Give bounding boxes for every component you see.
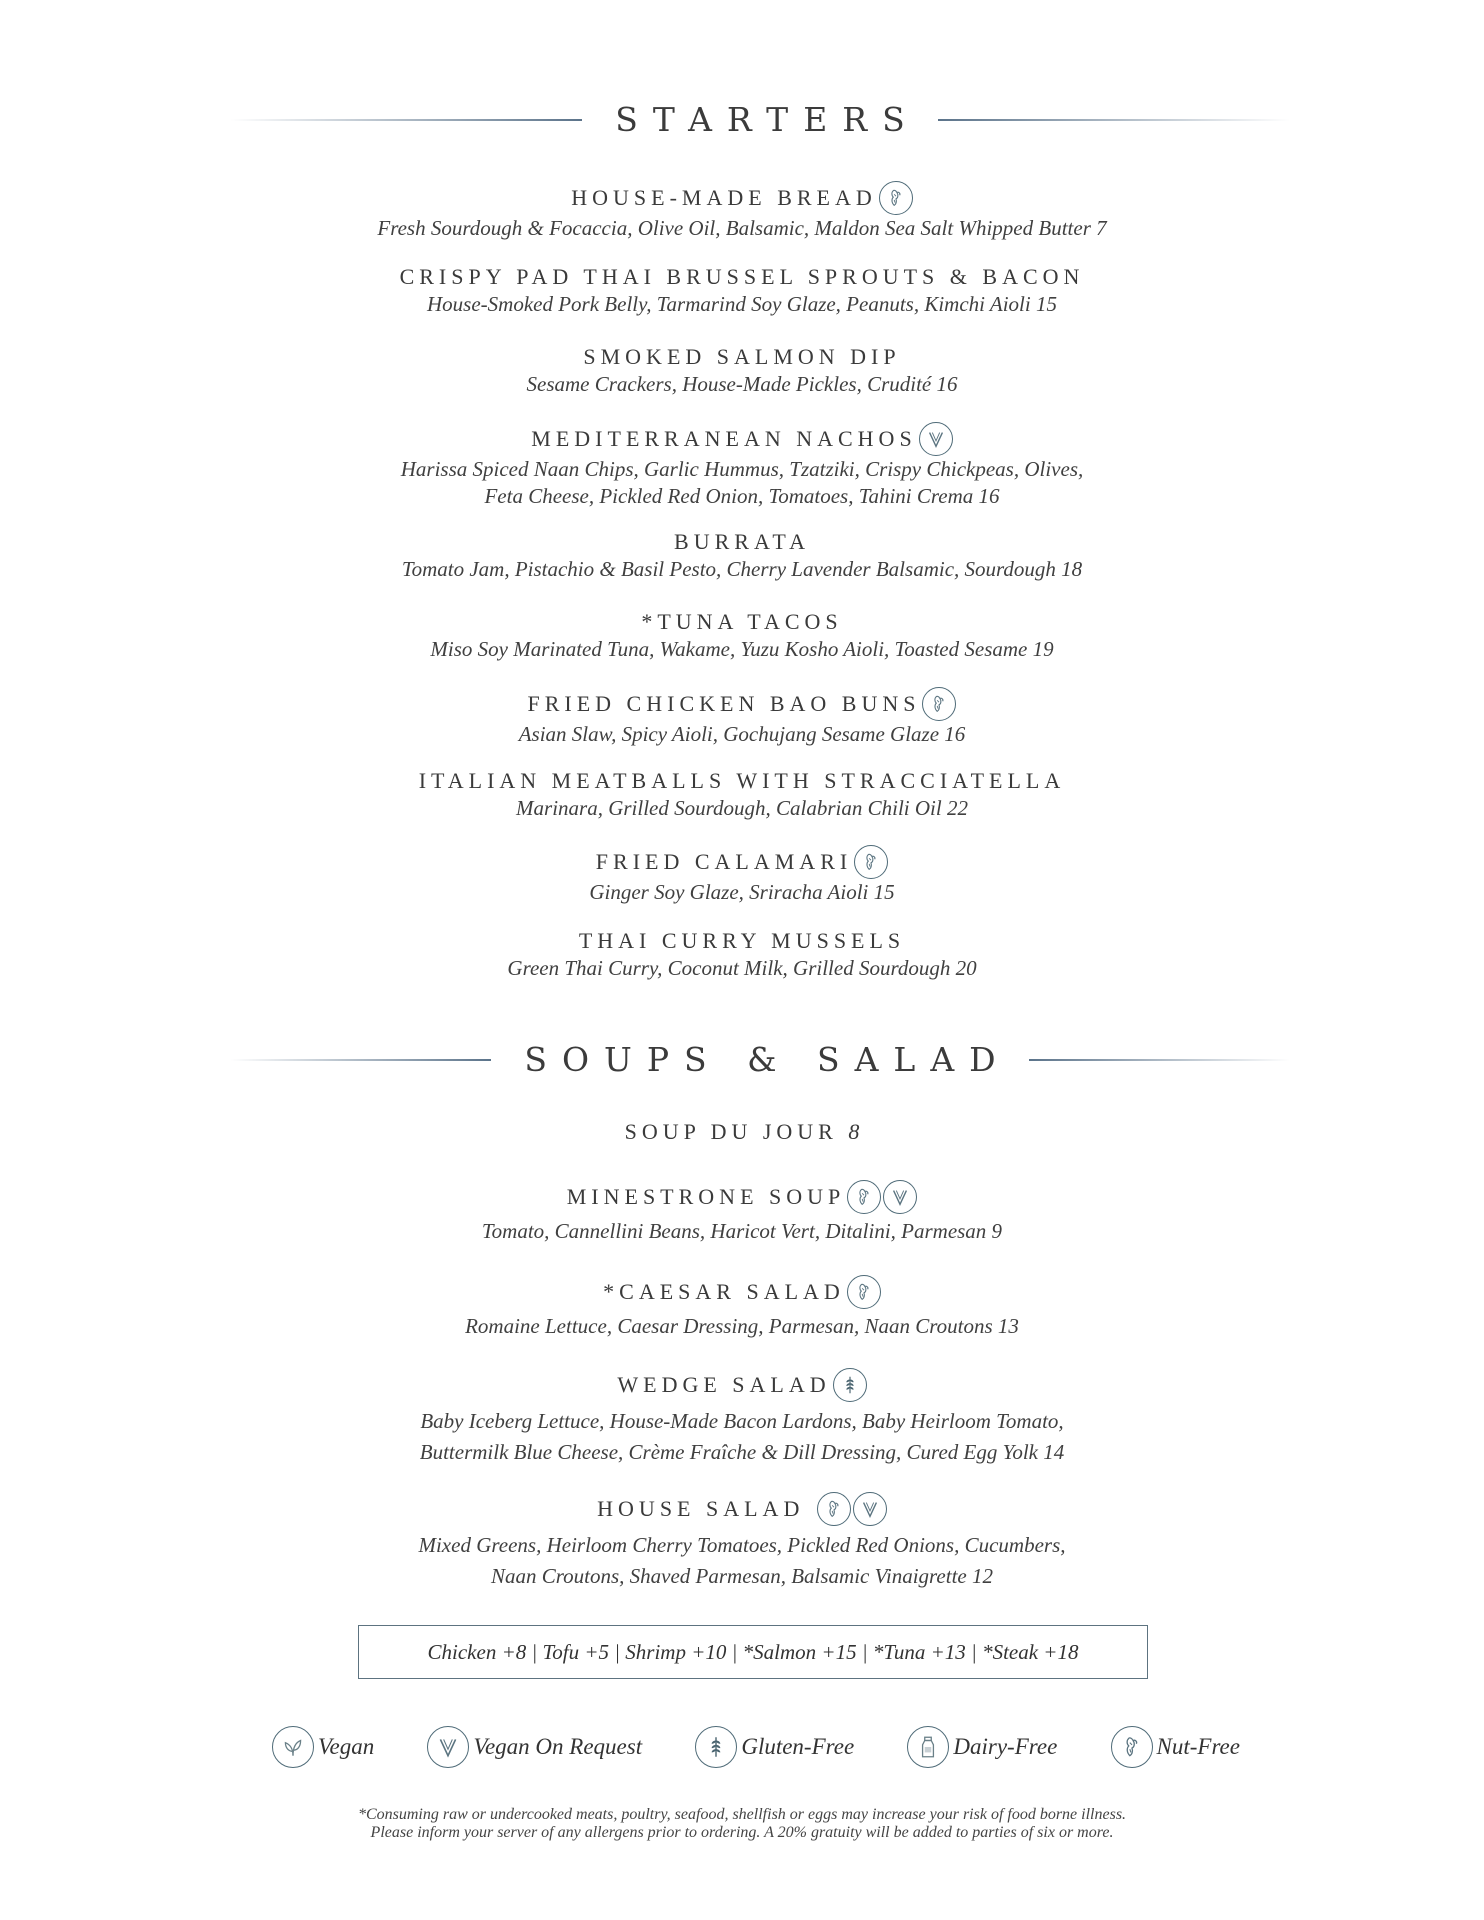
item-name: SOUP DU JOUR — [624, 1119, 838, 1144]
menu-item — [0, 181, 1484, 242]
nut-free-icon — [817, 1492, 851, 1526]
vegan-on-request-icon — [919, 422, 953, 456]
soups-title: SOUPS & SALAD — [524, 1040, 1011, 1079]
starters-title: STARTERS — [615, 100, 920, 139]
legend-label: Dairy-Free — [953, 1734, 1058, 1759]
item-name: THAI CURRY MUSSELS — [578, 928, 906, 953]
item-description: House-Smoked Pork Belly, Tarmarind Soy Glaze, Peanuts, Kimchi Aioli 15 — [427, 292, 1057, 316]
item-description: Asian Slaw, Spicy Aioli, Gochujang Sesame Glaze 16 — [518, 722, 966, 746]
nut-free-icon — [854, 845, 888, 879]
menu-item — [0, 1275, 1484, 1340]
item-price: 8 — [848, 1119, 860, 1144]
menu-item — [0, 687, 1484, 748]
item-description: Mixed Greens, Heirloom Cherry Tomatoes, Pickled Red Onions, Cucumbers, — [418, 1533, 1066, 1557]
item-name: HOUSE SALAD — [597, 1496, 805, 1521]
menu-item — [0, 263, 1484, 318]
disclaimer — [0, 1806, 1484, 1842]
nut-free-icon — [847, 1275, 881, 1309]
header-rule — [230, 119, 582, 121]
item-description: Baby Iceberg Lettuce, House-Made Bacon Lardons, Baby Heirloom Tomato, — [420, 1409, 1064, 1433]
menu-item — [0, 1180, 1484, 1245]
nut-free-icon — [922, 687, 956, 721]
item-name: FRIED CALAMARI — [595, 849, 853, 874]
item-description-line2: Buttermilk Blue Cheese, Crème Fraîche & Dill Dressing, Cured Egg Yolk 14 — [419, 1440, 1065, 1464]
header-rule — [938, 119, 1290, 121]
vegan-on-request-icon — [883, 1180, 917, 1214]
menu-item — [0, 927, 1484, 982]
item-description: Romaine Lettuce, Caesar Dressing, Parmesan, Naan Croutons 13 — [465, 1314, 1019, 1338]
disclaimer-line-1: *Consuming raw or undercooked meats, poultry, seafood, shellfish or eggs may increase your risk of food borne illness. — [357, 1806, 1127, 1823]
legend-item-vegan — [270, 1726, 374, 1768]
menu-item — [0, 528, 1484, 583]
menu-item — [0, 343, 1484, 398]
nut-free-icon — [879, 181, 913, 215]
item-name: *CAESAR SALAD — [603, 1279, 845, 1304]
item-name: CRISPY PAD THAI BRUSSEL SPROUTS & BACON — [399, 264, 1085, 289]
header-rule — [1029, 1059, 1290, 1061]
legend-item-nut-free — [1109, 1726, 1240, 1768]
item-name: ITALIAN MEATBALLS WITH STRACCIATELLA — [418, 768, 1066, 793]
nut-free-icon — [1111, 1726, 1153, 1768]
legend-item-dairy-free — [905, 1726, 1057, 1768]
item-name: FRIED CHICKEN BAO BUNS — [527, 691, 921, 716]
dairy-free-icon — [907, 1726, 949, 1768]
item-description: Tomato, Cannellini Beans, Haricot Vert, Ditalini, Parmesan 9 — [481, 1219, 1003, 1243]
menu-item — [0, 422, 1484, 510]
legend-label: Vegan — [318, 1734, 375, 1759]
vegan-on-request-icon — [427, 1726, 469, 1768]
item-name: BURRATA — [674, 529, 810, 554]
menu-item — [0, 608, 1484, 663]
item-description: Marinara, Grilled Sourdough, Calabrian Chili Oil 22 — [516, 796, 968, 820]
nut-free-icon — [847, 1180, 881, 1214]
addons-text: Chicken +8 | Tofu +5 | Shrimp +10 | *Salmon +15 | *Tuna +13 | *Steak +18 — [427, 1639, 1079, 1664]
header-rule — [230, 1059, 491, 1061]
item-description: Ginger Soy Glaze, Sriracha Aioli 15 — [589, 880, 895, 904]
vegan-on-request-icon — [853, 1492, 887, 1526]
menu-item — [0, 767, 1484, 822]
item-description: Fresh Sourdough & Focaccia, Olive Oil, Balsamic, Maldon Sea Salt Whipped Butter 7 — [377, 216, 1107, 240]
menu-item — [0, 1492, 1484, 1592]
legend-item-gluten-free — [693, 1726, 854, 1768]
item-description: Tomato Jam, Pistachio & Basil Pesto, Cherry Lavender Balsamic, Sourdough 18 — [401, 557, 1083, 581]
legend-label: Gluten-Free — [741, 1734, 855, 1759]
starters-header — [230, 100, 1290, 139]
item-name: WEDGE SALAD — [617, 1372, 831, 1397]
disclaimer-line-2: Please inform your server of any allergens prior to ordering. A 20% gratuity will be added to parties of six or more. — [370, 1824, 1114, 1841]
menu-item — [0, 1118, 1484, 1146]
dietary-legend — [270, 1726, 1240, 1768]
item-description-line2: Naan Croutons, Shaved Parmesan, Balsamic Vinaigrette 12 — [490, 1564, 993, 1588]
menu-item — [0, 1368, 1484, 1468]
legend-item-vegan-on-request — [425, 1726, 642, 1768]
item-description: Harissa Spiced Naan Chips, Garlic Hummus, Tzatziki, Crispy Chickpeas, Olives, — [400, 457, 1084, 481]
menu-item — [0, 845, 1484, 906]
item-description: Green Thai Curry, Coconut Milk, Grilled Sourdough 20 — [507, 956, 977, 980]
item-name: *TUNA TACOS — [641, 609, 843, 634]
soups-header — [230, 1040, 1290, 1079]
item-description-line2: Feta Cheese, Pickled Red Onion, Tomatoes, Tahini Crema 16 — [484, 484, 1000, 508]
legend-label: Nut-Free — [1156, 1734, 1240, 1759]
gluten-free-icon — [695, 1726, 737, 1768]
item-name: HOUSE-MADE BREAD — [571, 185, 877, 210]
item-description: Miso Soy Marinated Tuna, Wakame, Yuzu Kosho Aioli, Toasted Sesame 19 — [430, 637, 1054, 661]
item-name: MEDITERRANEAN NACHOS — [531, 426, 917, 451]
vegan-icon — [272, 1726, 314, 1768]
item-name: SMOKED SALMON DIP — [583, 344, 901, 369]
protein-addons-box — [358, 1625, 1148, 1679]
gluten-free-icon — [833, 1368, 867, 1402]
legend-label: Vegan On Request — [473, 1734, 643, 1759]
item-description: Sesame Crackers, House-Made Pickles, Crudité 16 — [526, 372, 958, 396]
item-name: MINESTRONE SOUP — [566, 1184, 846, 1209]
